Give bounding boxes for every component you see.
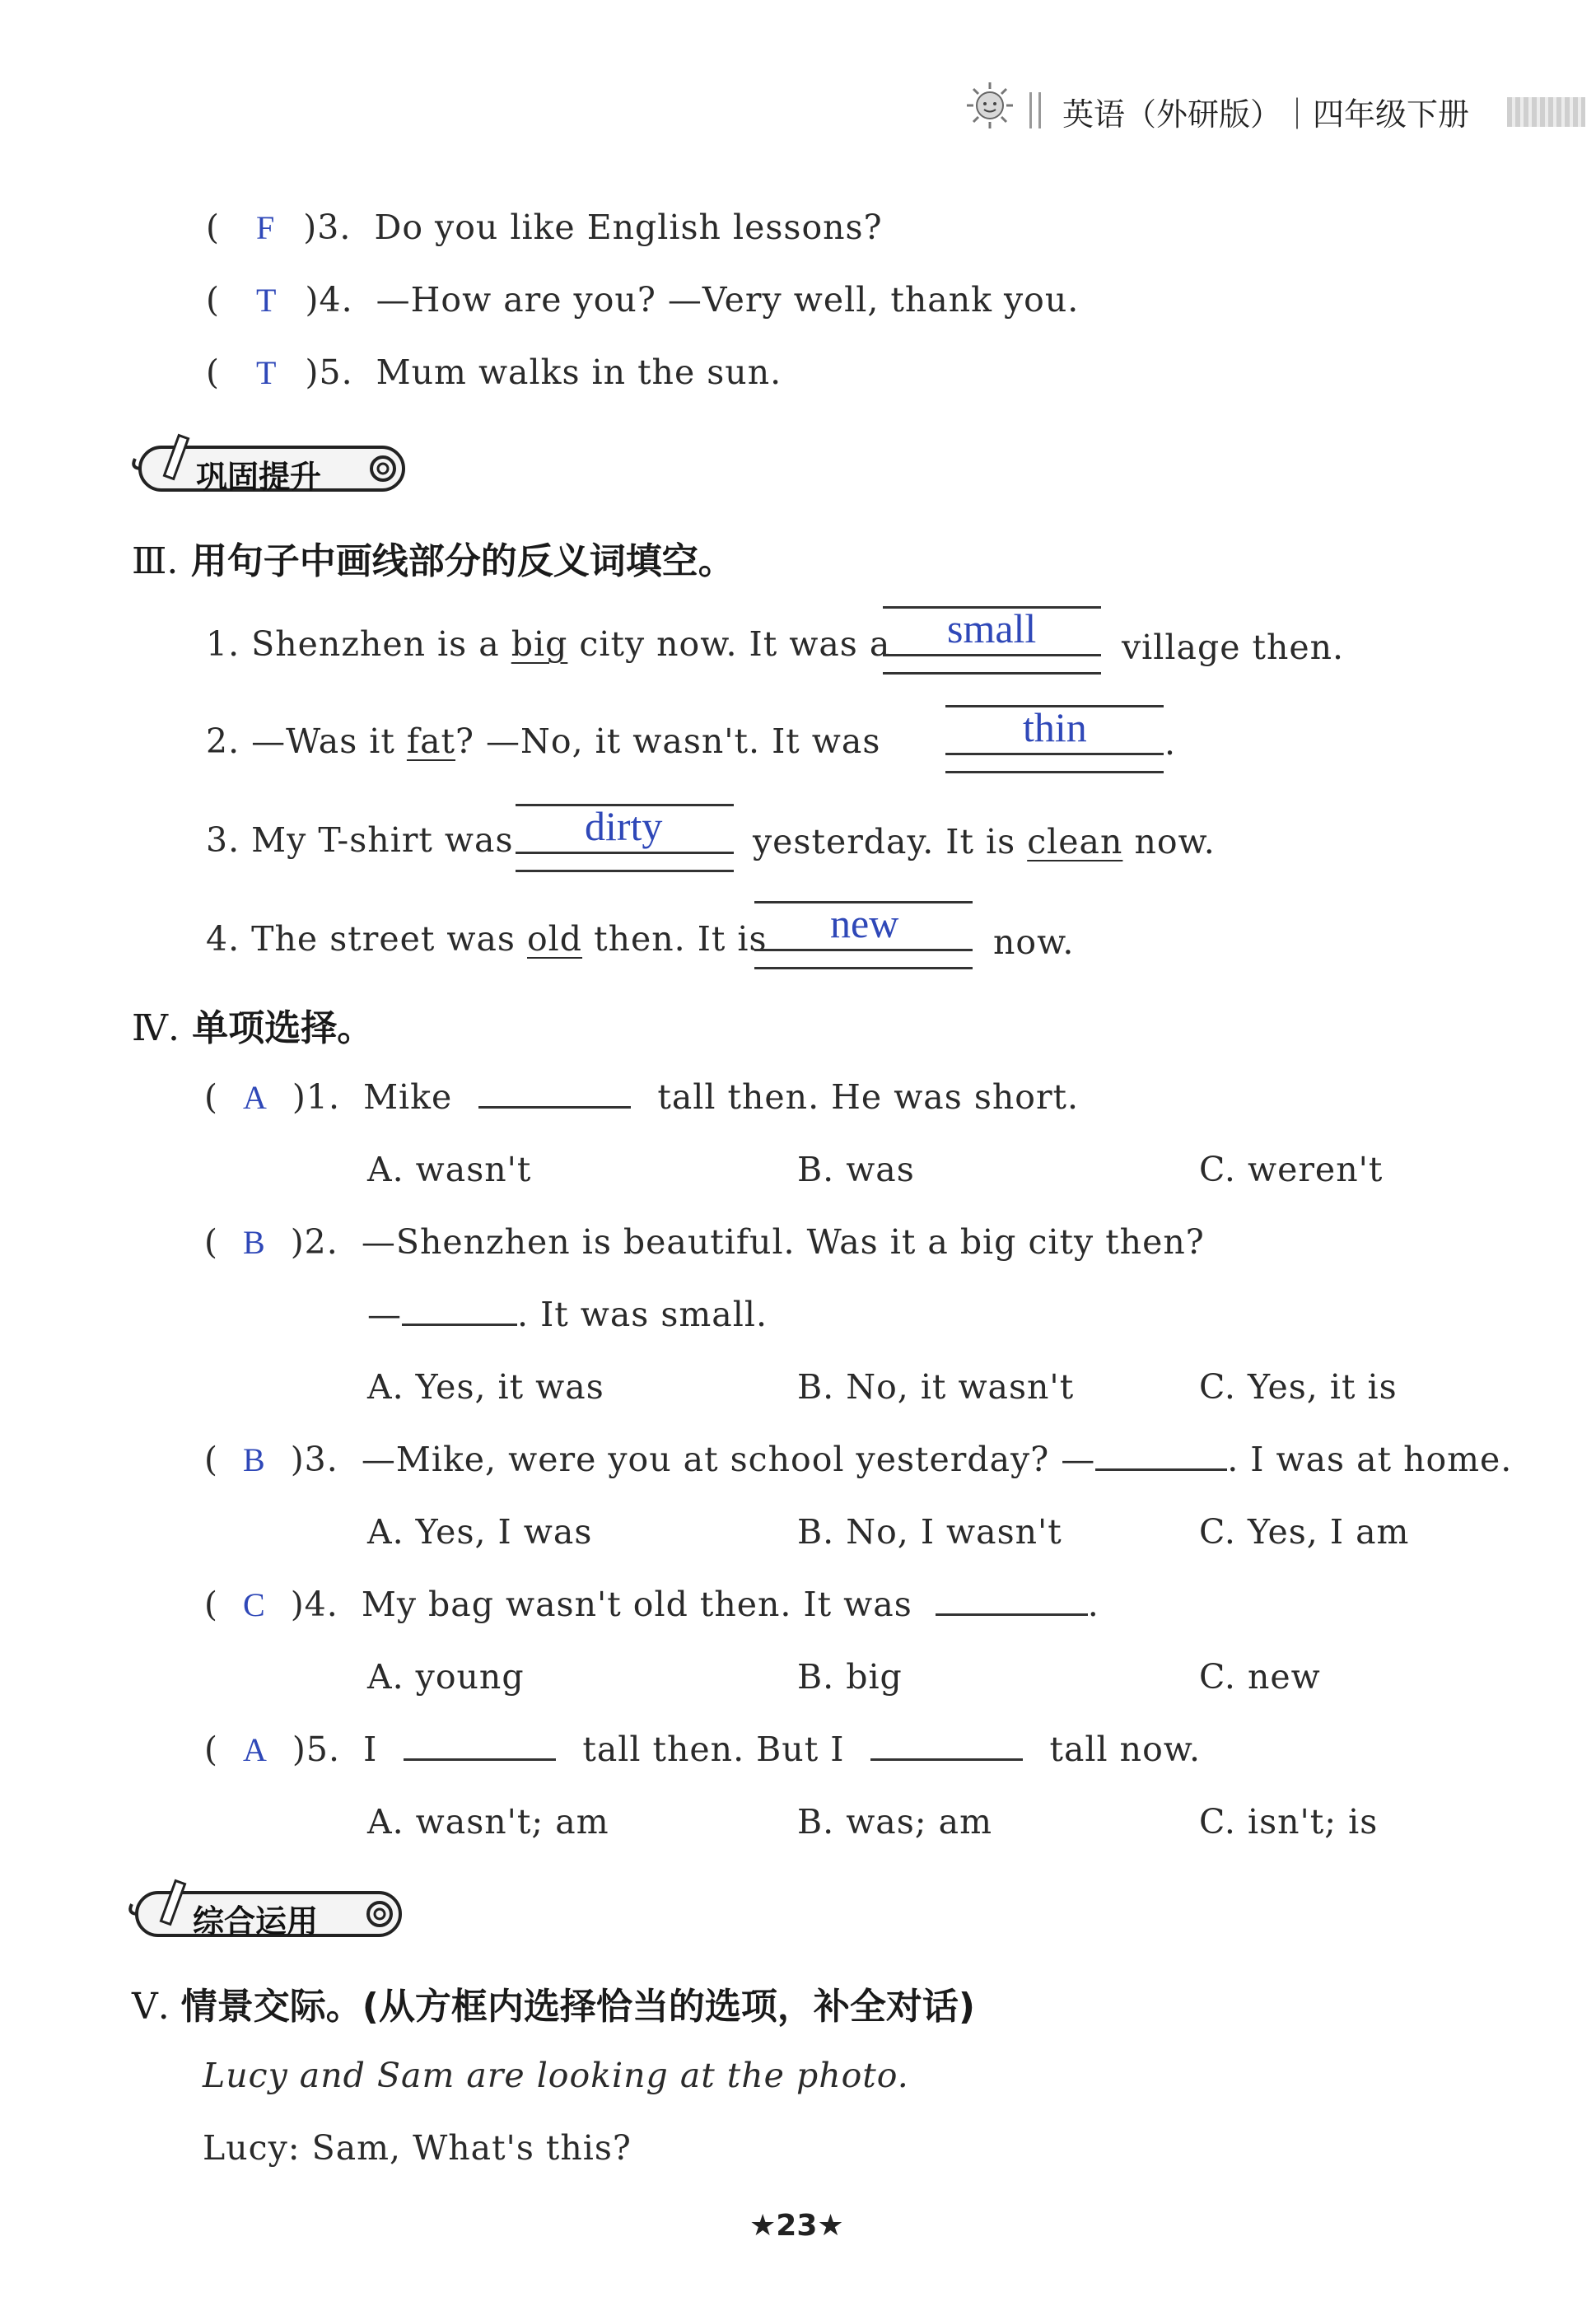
answer-blank[interactable] — [404, 1725, 556, 1761]
answer-mark: B — [243, 1224, 266, 1261]
section-5-heading: Ⅴ. 情景交际。(从方框内选择恰当的选项，补全对话) — [132, 1986, 975, 2028]
answer-blank[interactable] — [478, 1073, 631, 1109]
fill-blank-2[interactable] — [945, 705, 1164, 771]
star-icon: ★ — [749, 2209, 777, 2243]
handwritten-answer: thin — [1023, 704, 1087, 750]
section-banner-label: 综合运用 — [193, 1903, 319, 1940]
fill-blank-3[interactable] — [516, 804, 734, 870]
fill-blank-1[interactable] — [883, 606, 1101, 672]
page-number: ★23★ — [749, 2209, 844, 2243]
answer-mark: T — [256, 282, 278, 319]
dialogue-intro: Lucy and Sam are looking at the photo. — [203, 2056, 909, 2095]
mc-q4-option-c[interactable]: C. new — [1199, 1657, 1321, 1697]
sun-logo-icon — [965, 81, 1015, 130]
dialogue-line-1: Lucy: Sam, What's this? — [203, 2128, 632, 2168]
antonym-q3-start: 3. My T-shirt was — [206, 820, 514, 860]
mc-q2-stem: ( B )2. —Shenzhen is beautiful. Was it a big city then? — [204, 1222, 1205, 1262]
answer-mark: A — [243, 1079, 268, 1116]
fill-blank-4[interactable] — [754, 901, 973, 967]
answer-blank[interactable] — [936, 1580, 1088, 1616]
antonym-q4-end: now. — [993, 922, 1075, 962]
antonym-q3-end: yesterday. It is clean now. — [753, 822, 1216, 861]
mc-q1-option-a[interactable]: A. wasn't — [367, 1150, 532, 1189]
handwritten-answer: small — [947, 605, 1037, 651]
antonym-q2: 2. —Was it fat? —No, it wasn't. It was — [206, 721, 881, 761]
antonym-q2-end: . — [1164, 723, 1177, 763]
mc-q3-option-b[interactable]: B. No, I wasn't — [797, 1512, 1062, 1552]
mc-q5-stem: ( A )5. I tall then. But I tall now. — [204, 1725, 1201, 1775]
answer-mark: T — [256, 354, 278, 391]
answer-mark: B — [243, 1441, 266, 1478]
header-title: 英语（外研版）｜四年级下册 — [1062, 96, 1470, 133]
mc-q5-option-a[interactable]: A. wasn't; am — [367, 1802, 609, 1842]
answer-blank[interactable] — [870, 1725, 1023, 1761]
antonym-q4: 4. The street was old then. It is — [206, 919, 768, 959]
answer-blank[interactable] — [1095, 1436, 1227, 1471]
answer-mark: A — [243, 1731, 268, 1768]
section-banner-label: 巩固提升 — [196, 459, 322, 495]
underlined-word: clean — [1027, 822, 1123, 861]
section-3-heading: Ⅲ. 用句子中画线部分的反义词填空。 — [132, 540, 735, 582]
tf-item-4: ( T )4. —How are you? —Very well, thank you. — [206, 280, 1080, 320]
mc-q2-option-a[interactable]: A. Yes, it was — [367, 1367, 604, 1407]
mc-q2-stem-2: — . It was small. — [367, 1290, 768, 1339]
mc-q3-stem: ( B )3. —Mike, were you at school yesterday? — . I was at home. — [204, 1435, 1512, 1485]
mc-q4-option-b[interactable]: B. big — [797, 1657, 903, 1697]
underlined-word: old — [527, 919, 583, 959]
star-icon: ★ — [817, 2209, 844, 2243]
antonym-q1: 1. Shenzhen is a big city now. It was a — [206, 624, 891, 664]
header-bar-decoration — [1507, 97, 1585, 127]
mc-q1-option-b[interactable]: B. was — [797, 1150, 915, 1189]
header-divider — [1029, 92, 1041, 128]
mc-q4-stem: ( C )4. My bag wasn't old then. It was . — [204, 1580, 1099, 1630]
mc-q1-option-c[interactable]: C. weren't — [1199, 1150, 1384, 1189]
underlined-word: big — [511, 624, 568, 664]
tf-item-3: ( F )3. Do you like English lessons? — [206, 208, 883, 247]
antonym-q1-end: village then. — [1122, 628, 1345, 667]
mc-q3-option-c[interactable]: C. Yes, I am — [1199, 1512, 1410, 1552]
tf-item-5: ( T )5. Mum walks in the sun. — [206, 352, 782, 392]
mc-q5-option-b[interactable]: B. was; am — [797, 1802, 992, 1842]
handwritten-answer: dirty — [585, 803, 663, 849]
mc-q2-option-b[interactable]: B. No, it wasn't — [797, 1367, 1075, 1407]
mc-q1-stem: ( A )1. Mike tall then. He was short. — [204, 1072, 1079, 1123]
mc-q4-option-a[interactable]: A. young — [367, 1657, 525, 1697]
mc-q2-option-c[interactable]: C. Yes, it is — [1199, 1367, 1398, 1407]
mc-q3-option-a[interactable]: A. Yes, I was — [367, 1512, 593, 1552]
mc-q5-option-c[interactable]: C. isn't; is — [1199, 1802, 1379, 1842]
section-4-heading: Ⅳ. 单项选择。 — [132, 1007, 374, 1049]
underlined-word: fat — [406, 721, 456, 761]
answer-mark: C — [243, 1586, 266, 1623]
answer-blank[interactable] — [402, 1291, 517, 1326]
answer-mark: F — [256, 209, 276, 246]
handwritten-answer: new — [830, 900, 899, 946]
